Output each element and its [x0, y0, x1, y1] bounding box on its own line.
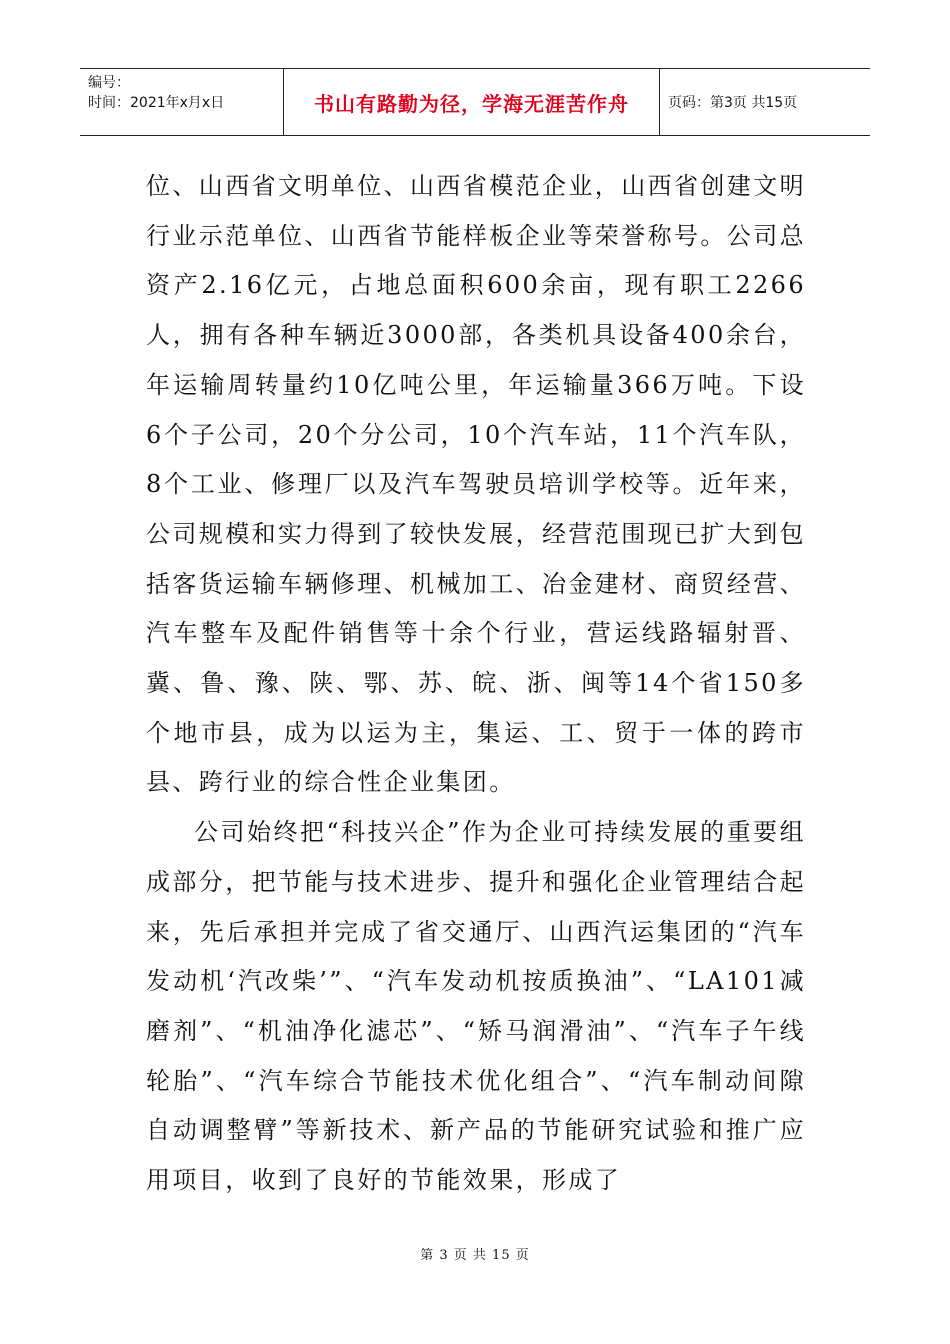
header-page-cell: [660, 69, 870, 135]
document-number-label: 编号：: [88, 75, 130, 91]
document-body: [146, 162, 806, 1206]
page-footer: 第 3 页 共 15 页: [420, 1248, 530, 1263]
header-table: [80, 68, 870, 136]
body-paragraph: 位、山西省文明单位、山西省模范企业，山西省创建文明行业示范单位、山西省节能样板企业等荣誉称号。公司总资产2.16亿元，占地总面积600余亩，现有职工2266人，拥有各种车辆近3000部，各类机具设备400余台，年运输周转量约10亿吨公里，年运输量366万吨。下设6个子公司，20个分公司，10个汽车站，11个汽车队，8个工业、修理厂以及汽车驾驶员培训学校等。近年来，公司规模和实力得到了较快发展，经营范围现已扩大到包括客货运输车辆修理、机械加工、冶金建材、商贸经营、汽车整车及配件销售等十余个行业，营运线路辐射晋、冀、鲁、豫、陕、鄂、苏、皖、浙、闽等14个省150多个地市县，成为以运为主，集运、工、贸于一体的跨市县、跨行业的综合性企业集团。: [146, 172, 806, 797]
header-meta-cell: [80, 69, 284, 135]
header-page-info: 页码：第3页 共15页: [668, 95, 798, 111]
header-motto-cell: [284, 69, 660, 135]
header-motto: 书山有路勤为径，学海无涯苦作舟: [314, 91, 629, 116]
document-time-label: 时间：2021年x月x日: [88, 95, 225, 111]
body-paragraph: 公司始终把“科技兴企”作为企业可持续发展的重要组成部分，把节能与技术进步、提升和强化企业管理结合起来，先后承担并完成了省交通厅、山西汽运集团的“汽车发动机‘汽改柴’”、“汽车发动机按质换油”、“LA101减磨剂”、“机油净化滤芯”、“矫马润滑油”、“汽车子午线轮胎”、“汽车综合节能技术优化组合”、“汽车制动间隙自动调整臂”等新技术、新产品的节能研究试验和推广应用项目，收到了良好的节能效果，形成了: [146, 818, 806, 1195]
